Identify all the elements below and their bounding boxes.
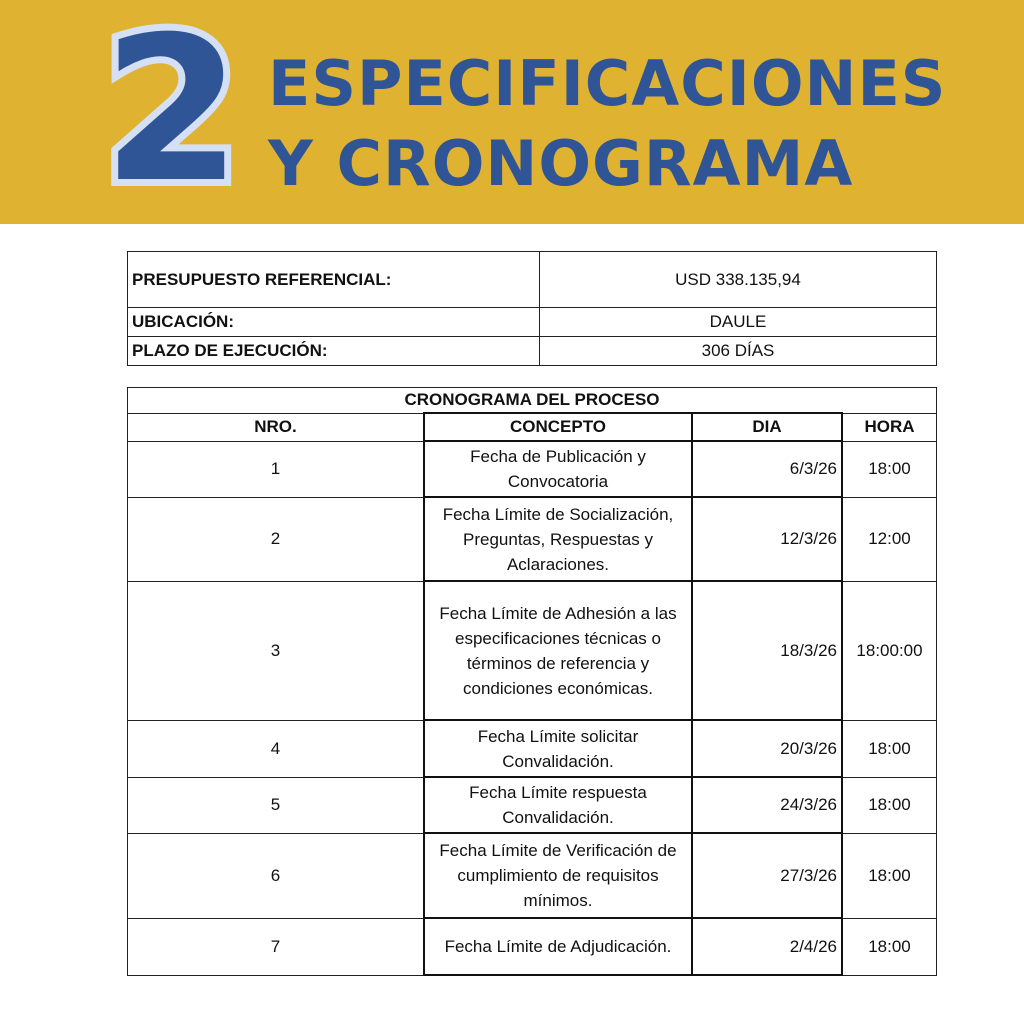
spec-row: [128, 337, 937, 366]
row-concept: Fecha Límite de Adjudicación.: [424, 918, 692, 975]
section-number: 2: [102, 0, 242, 227]
table-row: [128, 720, 937, 777]
title-line-2: Y CRONOGRAMA: [268, 127, 854, 200]
column-header-dia: DIA: [692, 413, 842, 441]
spec-value: 306 DÍAS: [540, 337, 937, 366]
row-number: 5: [128, 777, 425, 833]
row-date: 6/3/26: [692, 441, 842, 497]
row-concept: Fecha Límite de Verificación de cumplimiento de requisitos mínimos.: [424, 833, 692, 918]
row-number: 2: [128, 497, 425, 581]
spec-value: DAULE: [540, 308, 937, 337]
title-line-1: ESPECIFICACIONES: [268, 47, 947, 120]
row-date: 18/3/26: [692, 581, 842, 720]
row-number: 3: [128, 581, 425, 720]
row-time: 18:00: [842, 833, 937, 918]
row-concept: Fecha Límite de Adhesión a las especificaciones técnicas o términos de referencia y condiciones económicas.: [424, 581, 692, 720]
row-number: 6: [128, 833, 425, 918]
column-header-hora: HORA: [842, 413, 937, 441]
row-concept: Fecha de Publicación y Convocatoria: [424, 441, 692, 497]
row-number: 1: [128, 441, 425, 497]
row-time: 18:00: [842, 720, 937, 777]
column-header-nro: NRO.: [128, 413, 425, 441]
specs-table: [127, 251, 937, 366]
spec-row: [128, 308, 937, 337]
spec-label: PRESUPUESTO REFERENCIAL:: [128, 252, 540, 308]
table-row: [128, 777, 937, 833]
table-row: [128, 581, 937, 720]
spec-value: USD 338.135,94: [540, 252, 937, 308]
row-date: 12/3/26: [692, 497, 842, 581]
schedule-table: [127, 387, 937, 976]
header-banner: [0, 0, 1024, 227]
row-time: 12:00: [842, 497, 937, 581]
row-time: 18:00: [842, 777, 937, 833]
table-row: [128, 497, 937, 581]
row-time: 18:00:00: [842, 581, 937, 720]
row-date: 20/3/26: [692, 720, 842, 777]
column-header-concepto: CONCEPTO: [424, 413, 692, 441]
table-row: [128, 441, 937, 497]
row-time: 18:00: [842, 918, 937, 975]
schedule-header-row: [128, 413, 937, 441]
row-concept: Fecha Límite respuesta Convalidación.: [424, 777, 692, 833]
row-date: 27/3/26: [692, 833, 842, 918]
spec-label: PLAZO DE EJECUCIÓN:: [128, 337, 540, 366]
row-concept: Fecha Límite de Socialización, Preguntas, Respuestas y Aclaraciones.: [424, 497, 692, 581]
row-date: 2/4/26: [692, 918, 842, 975]
row-number: 4: [128, 720, 425, 777]
table-row: [128, 833, 937, 918]
row-concept: Fecha Límite solicitar Convalidación.: [424, 720, 692, 777]
schedule-title: CRONOGRAMA DEL PROCESO: [128, 388, 937, 414]
table-row: [128, 918, 937, 975]
page-title: [268, 44, 1008, 204]
row-time: 18:00: [842, 441, 937, 497]
row-number: 7: [128, 918, 425, 975]
spec-row: [128, 252, 937, 308]
spec-label: UBICACIÓN:: [128, 308, 540, 337]
row-date: 24/3/26: [692, 777, 842, 833]
